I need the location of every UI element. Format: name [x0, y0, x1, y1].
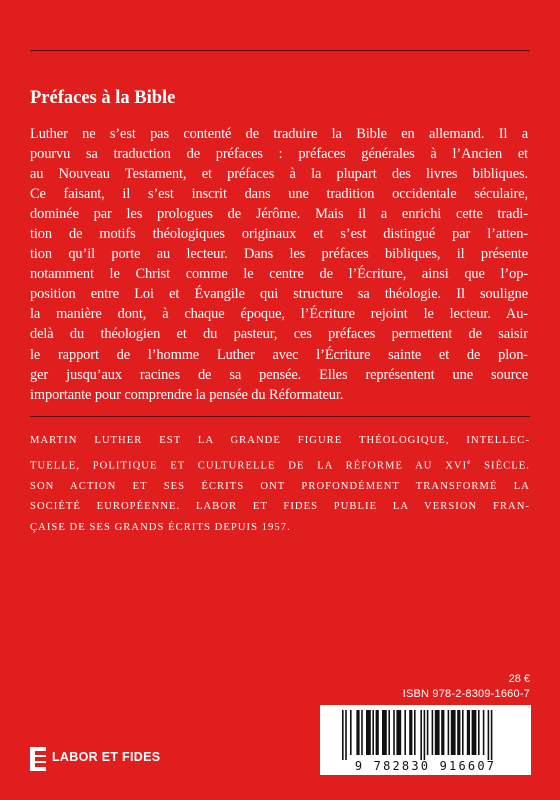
blurb-line: position entre Loi et Évangile qui structure sa théologie. Il souligne [30, 286, 528, 303]
blurb-line: Luther ne s’est pas contenté de traduire la Bible en allemand. Il a [30, 126, 528, 142]
barcode-bar [420, 710, 422, 760]
bio-line: ÇAISE DE SES GRANDS ÉCRITS DEPUIS 1957. [30, 521, 291, 533]
barcode-bar [483, 710, 485, 755]
barcode-digits: 9 782830 916607 [354, 759, 497, 773]
blurb-line: importante pour comprendre la pensée du Réformateur. [30, 386, 344, 403]
barcode-bar [478, 710, 480, 755]
barcode-bar [462, 710, 464, 755]
bio-line: MARTIN LUTHER EST LA GRANDE FIGURE THÉOLOGIQUE, INTELLEC- [30, 435, 530, 446]
bio-line-text: TUELLE, POLITIQUE ET CULTURELLE DE LA RÉFORME AU XVI [30, 460, 468, 472]
barcode-bar [366, 710, 371, 755]
blurb-line: tion qu’il porte au lecteur. Dans les préfaces bibliques, il présente [30, 246, 528, 263]
book-title: Préfaces à la Bible [30, 88, 176, 108]
barcode-bar [424, 710, 426, 760]
barcode-bar [448, 710, 450, 755]
barcode-bar [488, 710, 490, 760]
blurb-line: tion de motifs théologiques originaux et s’est distingué par l’atten- [30, 226, 528, 243]
barcode-bar [388, 710, 390, 755]
barcode-bar [432, 710, 434, 755]
blurb-line: au Nouveau Testament, et préfaces à la plupart des livres bibliques. [30, 166, 528, 183]
publisher-logo-icon [30, 747, 46, 771]
barcode-bar [382, 710, 387, 755]
blurb-line: la manière dont, à chaque époque, l’Écriture rejoint le lecteur. Au- [30, 306, 528, 323]
barcode-bar [345, 710, 347, 760]
barcode-bar [491, 710, 493, 760]
barcode-bar [467, 710, 470, 755]
barcode-bar [472, 710, 477, 755]
bio-line [30, 452, 530, 477]
barcode [320, 705, 531, 775]
barcode-bar [342, 710, 344, 760]
barcode-bar [350, 710, 352, 755]
barcode-bar [457, 710, 460, 755]
bio-line-tail: SIÈCLE. [471, 460, 530, 472]
blurb-line: delà du théologien et du pasteur, ces préfaces permettent de saisir [30, 326, 528, 343]
barcode-bar [393, 710, 395, 755]
blurb-line: ger jusqu’aux racines de sa pensée. Elles représentent une source [30, 366, 528, 383]
blurb-paragraph [30, 124, 528, 405]
blurb-line: pourvu sa traduction de préfaces : préfaces générales à l’Ancien et [30, 146, 528, 163]
barcode-bar [435, 710, 440, 755]
bio-line: SON ACTION ET SES ÉCRITS ONT PROFONDÉMENT TRANSFORMÉ LA [30, 480, 530, 492]
century-superscript: e [467, 457, 472, 466]
middle-divider [30, 416, 530, 417]
blurb-line: Ce faisant, il s’est inscrit dans une tradition occidentale séculaire, [30, 186, 528, 203]
barcode-bar [409, 710, 412, 755]
barcode-bar [404, 710, 406, 755]
bio-line: SOCIÉTÉ EUROPÉENNE. LABOR ET FIDES PUBLIE LA VERSION FRAN- [30, 501, 530, 513]
isbn-label: ISBN 978-2-8309-1660-7 [402, 688, 530, 700]
barcode-bar [361, 710, 363, 755]
barcode-bar [396, 710, 401, 755]
publisher-name: LABOR ET FIDES [52, 750, 161, 764]
barcode-bar [372, 710, 374, 755]
barcode-bar [441, 710, 444, 755]
barcode-bar [451, 710, 456, 755]
top-divider [30, 50, 530, 51]
blurb-line: notamment le Christ comme le centre de l’Écriture, ainsi que l’op- [30, 266, 528, 283]
blurb-line: dominée par les prologues de Jérôme. Mais il a enrichi cette tradi- [30, 206, 528, 223]
blurb-line: le rapport de l’homme Luther avec l’Écriture sainte et de plon- [30, 346, 528, 363]
barcode-bar [414, 710, 416, 755]
barcode-bar [427, 710, 429, 755]
barcode-bar [376, 710, 379, 755]
price-label: 28 € [508, 673, 530, 685]
barcode-bar [356, 710, 359, 755]
author-bio [30, 431, 530, 538]
